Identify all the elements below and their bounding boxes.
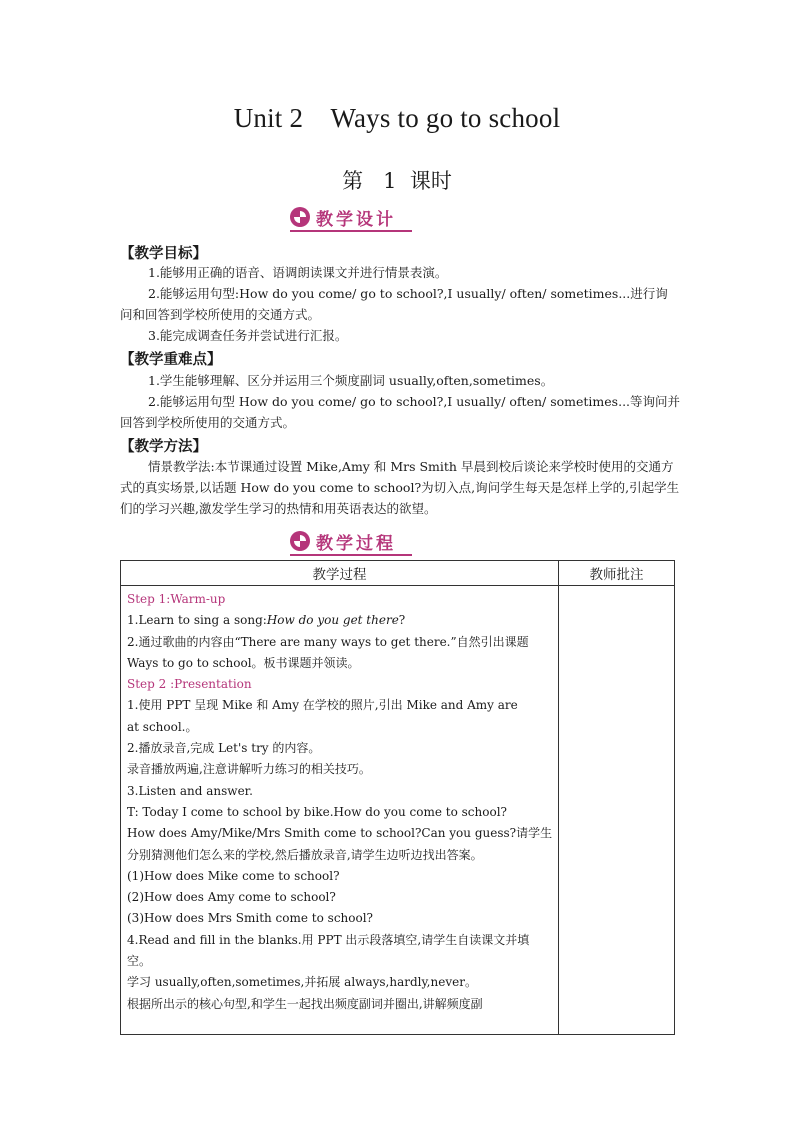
process-line: 空。 bbox=[127, 954, 152, 969]
process-line: 学习 usually,often,sometimes,并拓展 always,hardly,never。 bbox=[127, 975, 477, 990]
process-line: 录音播放两遍,注意讲解听力练习的相关技巧。 bbox=[127, 762, 371, 777]
process-line bbox=[127, 610, 552, 631]
process-line: Ways to go to school。板书课题并领读。 bbox=[127, 655, 360, 670]
banner-label: 教学设计 bbox=[316, 209, 396, 230]
swirl-icon bbox=[290, 531, 310, 551]
process-line: 2.通过歌曲的内容由“There are many ways to get there.”自然引出课题 bbox=[127, 634, 529, 649]
table-row bbox=[121, 586, 675, 1035]
teacher-notes-cell bbox=[559, 586, 675, 1035]
step-heading: Step 2 :Presentation bbox=[127, 677, 252, 692]
process-line: 1.使用 PPT 呈现 Mike 和 Amy 在学校的照片,引出 Mike and Amy are bbox=[127, 698, 518, 713]
swirl-icon bbox=[290, 207, 310, 227]
keypoint-item: 1.学生能够理解、区分并运用三个频度副词 usually,often,sometimes。 bbox=[148, 373, 554, 388]
process-line: How does Amy/Mike/Mrs Smith come to school?Can you guess?请学生 bbox=[127, 826, 553, 841]
song-title: How do you get there bbox=[266, 613, 399, 628]
section-heading-methods: 【教学方法】 bbox=[120, 439, 207, 455]
goal-item: 1.能够用正确的语音、语调朗读课文并进行情景表演。 bbox=[148, 265, 448, 280]
table-header-row bbox=[121, 561, 675, 586]
section-heading-goals: 【教学目标】 bbox=[120, 246, 207, 262]
line-part: ? bbox=[398, 613, 406, 628]
column-header-notes: 教师批注 bbox=[559, 561, 675, 586]
keypoint-item: 2.能够运用句型 How do you come/ go to school?,I usually/ often/ sometimes...等询问并回答到学校所使用的交通方式。 bbox=[120, 394, 681, 430]
process-cell bbox=[121, 586, 559, 1035]
banner-teaching-process bbox=[290, 529, 396, 553]
column-header-process: 教学过程 bbox=[121, 561, 559, 586]
process-line: 根据所出示的核心句型,和学生一起找出频度副词并圈出,讲解频度副 bbox=[127, 996, 483, 1011]
section-heading-keypoints: 【教学重难点】 bbox=[120, 352, 222, 368]
line-part: 1.Learn to sing a song: bbox=[127, 613, 267, 628]
process-table bbox=[120, 560, 675, 1035]
lesson-period: 第 1 课时 bbox=[342, 169, 452, 193]
page-title: Unit 2 Ways to go to school bbox=[233, 103, 561, 133]
banner-underline bbox=[290, 554, 412, 556]
process-line: 4.Read and fill in the blanks.用 PPT 出示段落填空,请学生自读课文并填 bbox=[127, 932, 530, 947]
goal-item: 2.能够运用句型:How do you come/ go to school?,I usually/ often/ sometimes...进行询问和回答到学校所使用的交通方式。 bbox=[120, 286, 668, 322]
process-line: T: Today I come to school by bike.How do you come to school? bbox=[127, 804, 507, 819]
banner-teaching-design bbox=[290, 205, 396, 229]
process-line: (2)How does Amy come to school? bbox=[127, 890, 336, 905]
process-line: 分别猜测他们怎么来的学校,然后播放录音,请学生边听边找出答案。 bbox=[127, 847, 483, 862]
process-line: (1)How does Mike come to school? bbox=[127, 868, 340, 883]
process-line: 3.Listen and answer. bbox=[127, 783, 253, 798]
process-line: 2.播放录音,完成 Let's try 的内容。 bbox=[127, 741, 321, 756]
process-line: (3)How does Mrs Smith come to school? bbox=[127, 911, 373, 926]
methods-paragraph: 情景教学法:本节课通过设置 Mike,Amy 和 Mrs Smith 早晨到校后谈论来学校时使用的交通方式的真实场景,以话题 How do you come to school?为切入点,询问学生每天是怎样上学的,引起学生们的学习兴趣,激发学生学习的热情和用英语表达的欲望。 bbox=[120, 459, 680, 516]
banner-underline bbox=[290, 230, 412, 232]
goal-item: 3.能完成调查任务并尝试进行汇报。 bbox=[148, 328, 348, 343]
process-line: at school.。 bbox=[127, 719, 198, 734]
step-heading: Step 1:Warm-up bbox=[127, 592, 226, 606]
banner-label: 教学过程 bbox=[316, 533, 396, 554]
